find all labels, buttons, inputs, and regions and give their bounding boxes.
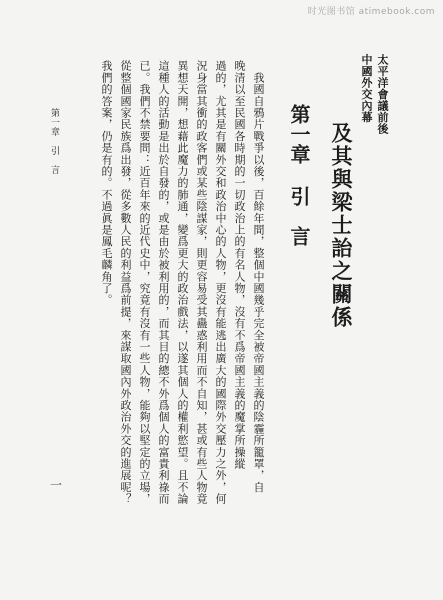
body-line: 況身當其衝的政客們或某些陰謀家，則更容易受其蠱惑利用而不自知，甚或有些人物竟 [195,60,208,505]
body-line: 從整個國家民族爲出發，從多數人民的利益爲前提，來謀取國內外政治外交的進展呢？ [119,60,132,505]
watermark: 时光图书馆 atimebook.com [307,7,435,17]
series-title-line-1: 太平洋會議前後 [376,54,389,135]
page-number: 一 [50,478,63,492]
chapter-title: 引 言 [287,186,311,246]
body-line: 這種人的活動是出於自發的，或是由於被利用的，而其目的總不外爲個人的富貴利祿而 [157,60,170,505]
series-title-line-2: 中國外交內幕 [360,54,373,123]
body-line: 過的，尤其是有關外交和政治中心的人物，更沒有能逃出廣大的國際外交壓力之外，何 [214,60,227,505]
body-line: 已。我們不禁要問：近百年來的近代史中，究竟有沒有一些人物，能夠以堅定的立場， [138,60,151,505]
book-page [44,46,394,566]
body-line: 我們的答案，仍是有的。不過眞是鳳毛麟角了。 [100,60,113,306]
body-line: 異想天開，想藉此魔力的肺通，變爲更大的政治戲法，以遂其個人的權利慾望。且不論 [176,60,189,505]
running-footer: 第一章 引 言 [49,108,59,175]
body-line: 晚清以至民國各時期的一切政治上的有名人物，沒有不爲帝國主義的魔掌所操縱 [233,60,246,470]
body-line: 我國自鴉片戰爭以後，百餘年間，整個中國幾乎完全被帝國主義的陰霾所籠罩，自 [252,60,265,493]
chapter-number: 第一章 [287,104,311,164]
book-title: 及其與梁士詒之關係 [329,122,354,329]
